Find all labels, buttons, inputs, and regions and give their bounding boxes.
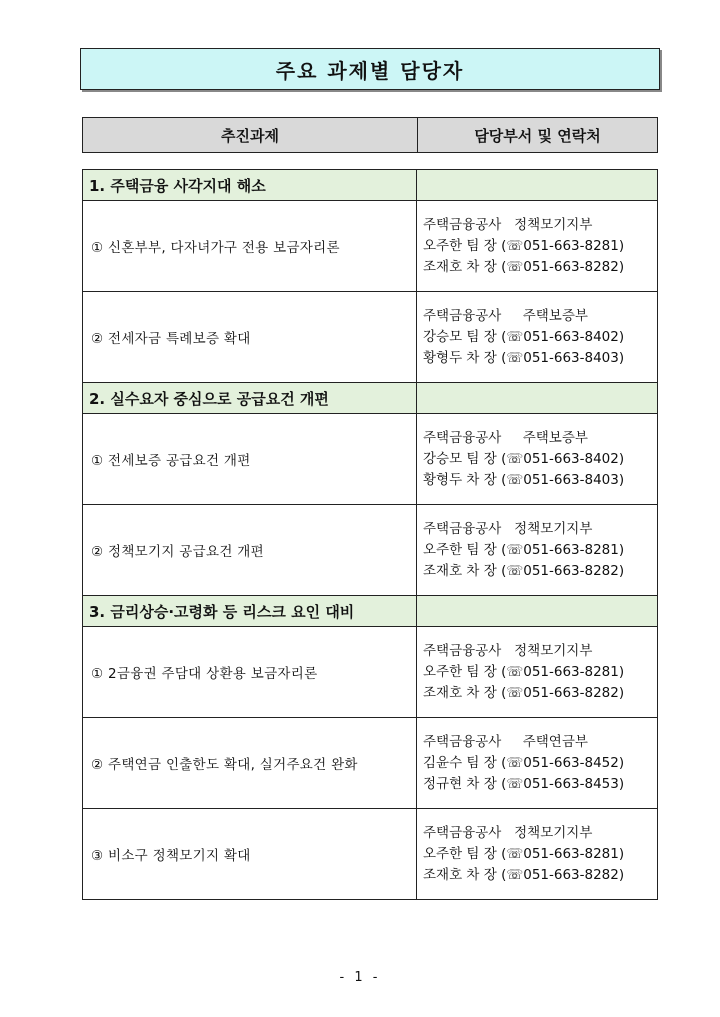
- task-cell: ② 전세자금 특례보증 확대: [83, 292, 417, 382]
- section-title: 3. 금리상승·고령화 등 리스크 요인 대비: [83, 596, 417, 626]
- task-cell: ① 신혼부부, 다자녀가구 전용 보금자리론: [83, 201, 417, 291]
- table-row: [83, 627, 657, 718]
- contact-person: 김윤수 팀 장 (☏051-663-8452): [423, 754, 625, 771]
- contact-person: 조재호 차 장 (☏051-663-8282): [423, 684, 625, 701]
- contact-column-header: 담당부서 및 연락처: [474, 126, 601, 145]
- task-cell: ① 전세보증 공급요건 개편: [83, 414, 417, 504]
- section-row: [83, 170, 657, 201]
- contact-cell: [417, 718, 657, 808]
- table-row: [83, 414, 657, 505]
- contact-cell: [417, 292, 657, 382]
- task-cell: ③ 비소구 정책모기지 확대: [83, 809, 417, 899]
- contact-cell: [417, 201, 657, 291]
- section-title: 2. 실수요자 중심으로 공급요건 개편: [83, 383, 417, 413]
- section-row: [83, 596, 657, 627]
- contact-person: 황형두 차 장 (☏051-663-8403): [423, 471, 625, 488]
- task-cell: ① 2금융권 주담대 상환용 보금자리론: [83, 627, 417, 717]
- contact-person: 조재호 차 장 (☏051-663-8282): [423, 562, 625, 579]
- department: 주택금융공사 주택연금부: [423, 733, 588, 750]
- table-row: [83, 201, 657, 292]
- contact-cell: [417, 627, 657, 717]
- contact-person: 강승모 팀 장 (☏051-663-8402): [423, 450, 625, 467]
- page-title: 주요 과제별 담당자: [80, 48, 660, 90]
- department: 주택금융공사 정책모기지부: [423, 216, 593, 233]
- table-row: [83, 505, 657, 596]
- section-row: [83, 383, 657, 414]
- contact-person: 정규현 차 장 (☏051-663-8453): [423, 775, 625, 792]
- contact-person: 조재호 차 장 (☏051-663-8282): [423, 258, 625, 275]
- table-row: [83, 809, 657, 899]
- contact-person: 오주한 팀 장 (☏051-663-8281): [423, 237, 625, 254]
- department: 주택금융공사 정책모기지부: [423, 642, 593, 659]
- contact-cell: [417, 414, 657, 504]
- contact-person: 오주한 팀 장 (☏051-663-8281): [423, 663, 625, 680]
- contact-person: 조재호 차 장 (☏051-663-8282): [423, 866, 625, 883]
- contact-person: 오주한 팀 장 (☏051-663-8281): [423, 845, 625, 862]
- table-row: [83, 292, 657, 383]
- task-contact-table: [82, 169, 658, 900]
- department: 주택금융공사 정책모기지부: [423, 824, 593, 841]
- task-column-header: 추진과제: [83, 118, 418, 152]
- contact-cell: [417, 809, 657, 899]
- task-cell: ② 정책모기지 공급요건 개편: [83, 505, 417, 595]
- contact-cell: [417, 505, 657, 595]
- department: 주택금융공사 정책모기지부: [423, 520, 593, 537]
- page-number: - 1 -: [339, 970, 381, 985]
- department: 주택금융공사 주택보증부: [423, 429, 588, 446]
- column-header-row: [82, 117, 658, 153]
- contact-person: 황형두 차 장 (☏051-663-8403): [423, 349, 625, 366]
- section-title: 1. 주택금융 사각지대 해소: [83, 170, 417, 200]
- contact-person: 강승모 팀 장 (☏051-663-8402): [423, 328, 625, 345]
- department: 주택금융공사 주택보증부: [423, 307, 588, 324]
- task-cell: ② 주택연금 인출한도 확대, 실거주요건 완화: [83, 718, 417, 808]
- table-row: [83, 718, 657, 809]
- contact-person: 오주한 팀 장 (☏051-663-8281): [423, 541, 625, 558]
